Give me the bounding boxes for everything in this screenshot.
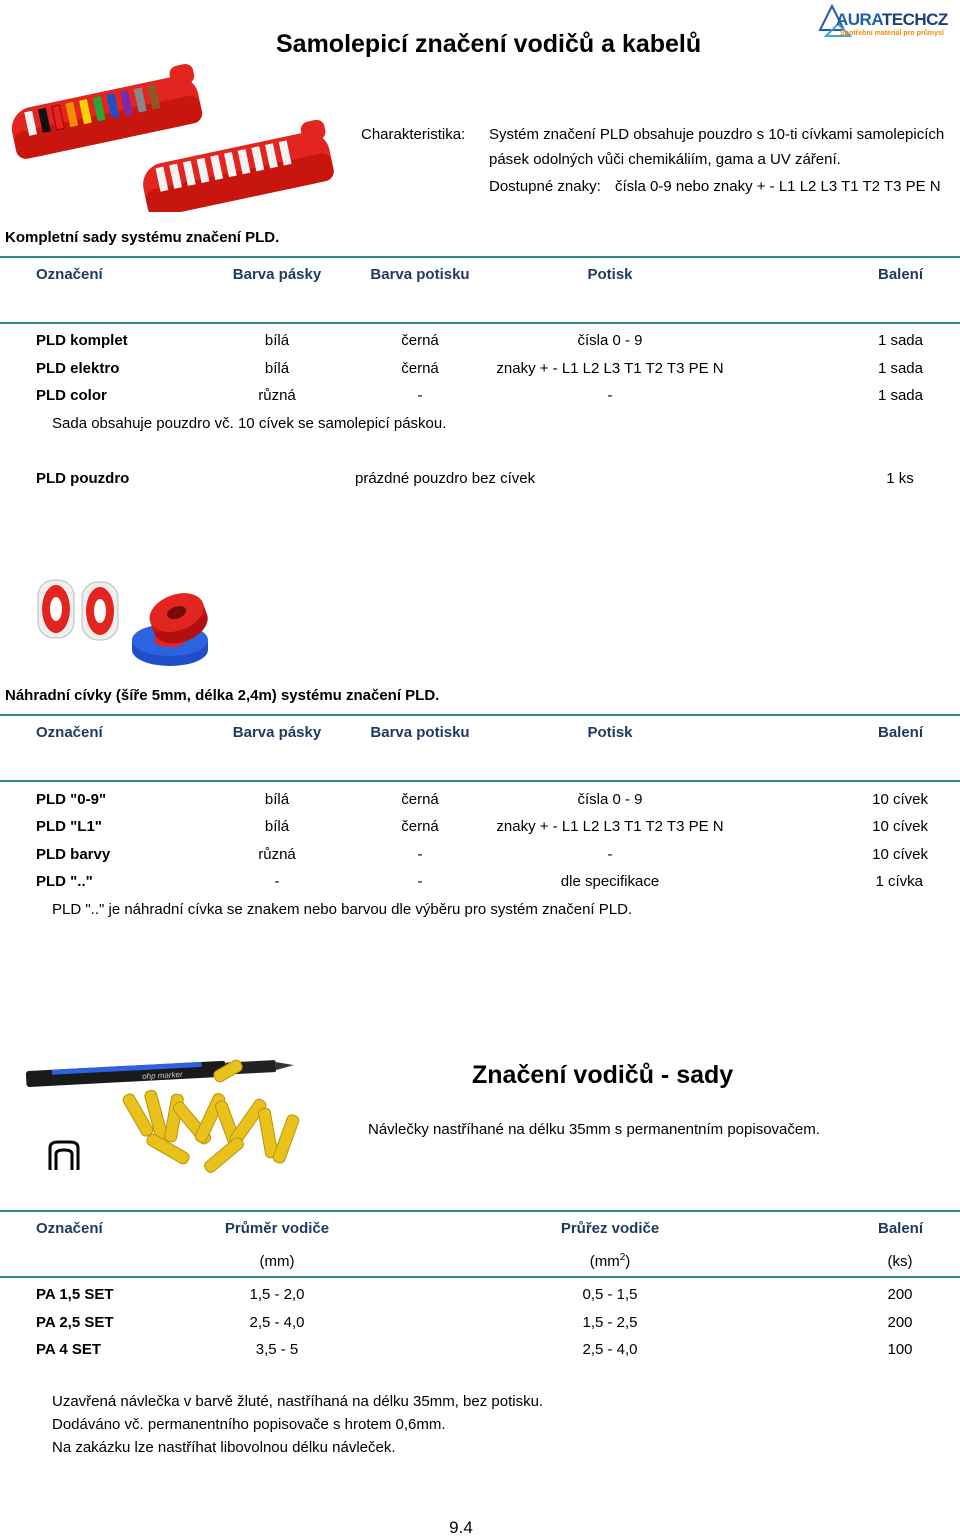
section1-top-rule	[0, 256, 960, 258]
section3-header-rule	[0, 1276, 960, 1278]
cell-name: PLD ".."	[36, 873, 93, 890]
cell-print-color: -	[417, 846, 423, 863]
s3-unit-mm2	[590, 1253, 631, 1270]
cell-tape-color: bílá	[264, 791, 290, 808]
cell-name: PLD komplet	[36, 332, 128, 349]
logo-text-right: TECHCZ	[881, 10, 948, 29]
s1-col-baleni: Balení	[877, 266, 923, 283]
section3-title: Značení vodičů - sady	[472, 1061, 734, 1089]
cell-tape-color: různá	[258, 387, 296, 404]
characteristics-line-1: Systém značení PLD obsahuje pouzdro s 10-ti cívkami samolepicích	[489, 126, 945, 143]
company-logo	[818, 2, 958, 44]
cell-pack: 1 sada	[877, 332, 923, 349]
cell-name: PLD "L1"	[36, 818, 102, 835]
available-chars-label: Dostupné znaky:	[489, 178, 601, 195]
cell-print-color: -	[417, 873, 423, 890]
s2-col-barva-potisku: Barva potisku	[370, 724, 470, 741]
cell-pack: 10 cívek	[872, 791, 928, 808]
logo-tagline: Spotřební materiál pro průmysl	[840, 30, 944, 37]
cell-name: PA 4 SET	[36, 1341, 102, 1358]
cell-tape-color: bílá	[264, 360, 290, 377]
s1-col-barva-pasky: Barva pásky	[232, 266, 322, 283]
s2-col-oznaceni: Označení	[36, 724, 103, 741]
s3-col-oznaceni: Označení	[36, 1220, 103, 1237]
cell-diameter: 2,5 - 4,0	[249, 1314, 305, 1331]
characteristics-line-2: pásek odolných vůči chemikáliím, gama a UV záření.	[489, 151, 841, 168]
s3-col-prurez: Průřez vodiče	[560, 1220, 660, 1237]
section2-note: PLD ".." je náhradní cívka se znakem nebo barvou dle výběru pro systém značení PLD.	[52, 901, 633, 918]
cell-pack: 200	[887, 1314, 913, 1331]
s1-col-barva-potisku: Barva potisku	[370, 266, 470, 283]
cell-pack: 10 cívek	[872, 846, 928, 863]
page-title: Samolepicí značení vodičů a kabelů	[276, 30, 702, 58]
cell-pack: 1 ks	[886, 470, 914, 487]
marker-sleeves-image	[22, 1052, 312, 1182]
cell-name: PLD "0-9"	[36, 791, 107, 808]
s3-col-prumer: Průměr vodiče	[224, 1220, 330, 1237]
cell-print: znaky + - L1 L2 L3 T1 T2 T3 PE N	[496, 360, 724, 377]
cell-pack: 10 cívek	[872, 818, 928, 835]
marker-label: ohp marker	[141, 1069, 183, 1082]
cell-print-color: černá	[401, 360, 439, 377]
section1-note: Sada obsahuje pouzdro vč. 10 cívek se samolepicí páskou.	[52, 415, 447, 432]
section1-header-rule	[0, 322, 960, 324]
section2-header-rule	[0, 780, 960, 782]
cell-tape-color: bílá	[264, 818, 290, 835]
logo-text-left: AURA	[836, 10, 882, 29]
cell-print-color: černá	[401, 818, 439, 835]
cell-pack: 100	[887, 1341, 913, 1358]
section2-top-rule	[0, 714, 960, 716]
cell-print: -	[607, 846, 613, 863]
characteristics-label: Charakteristika:	[361, 126, 466, 143]
cell-print-color: černá	[401, 332, 439, 349]
unit-mm-text: (mm	[589, 1253, 620, 1270]
unit-superscript: 2	[619, 1252, 626, 1263]
cell-cross-section: 0,5 - 1,5	[582, 1286, 638, 1303]
cell-name: PA 1,5 SET	[36, 1286, 114, 1303]
section3-top-rule	[0, 1210, 960, 1212]
cell-diameter: 1,5 - 2,0	[249, 1286, 305, 1303]
cell-print: dle specifikace	[560, 873, 660, 890]
s2-col-baleni: Balení	[877, 724, 923, 741]
cell-tape-color: různá	[258, 846, 296, 863]
s3-col-baleni: Balení	[877, 1220, 923, 1237]
s2-col-potisk: Potisk	[587, 724, 633, 741]
available-chars-value: čísla 0-9 nebo znaky + - L1 L2 L3 T1 T2 T3 PE N	[615, 178, 941, 195]
cell-cross-section: 2,5 - 4,0	[582, 1341, 638, 1358]
cell-print-color: černá	[401, 791, 439, 808]
cell-print: znaky + - L1 L2 L3 T1 T2 T3 PE N	[496, 818, 724, 835]
page-number: 9.4	[449, 1518, 473, 1537]
cell-pack: 1 cívka	[875, 873, 923, 890]
cell-desc: prázdné pouzdro bez cívek	[355, 470, 536, 487]
s2-col-barva-pasky: Barva pásky	[232, 724, 322, 741]
cell-print: čísla 0 - 9	[577, 332, 643, 349]
cell-name: PLD elektro	[36, 360, 120, 377]
section3-subtitle: Návlečky nastříhané na délku 35mm s permanentním popisovačem.	[368, 1121, 820, 1138]
cell-tape-color: bílá	[264, 332, 290, 349]
section3-note-1: Uzavřená návlečka v barvě žluté, nastříhaná na délku 35mm, bez potisku.	[52, 1393, 544, 1410]
cell-diameter: 3,5 - 5	[255, 1341, 299, 1358]
section3-note-3: Na zakázku lze nastříhat libovolnou délku návleček.	[52, 1439, 396, 1456]
pld-dispenser-image	[4, 62, 334, 212]
cell-name: PLD pouzdro	[36, 470, 130, 487]
section1-heading: Kompletní sady systému značení PLD.	[5, 229, 280, 246]
spools-image	[30, 572, 215, 672]
s1-col-potisk: Potisk	[587, 266, 633, 283]
s3-unit-mm: (mm)	[259, 1253, 295, 1270]
cell-name: PLD color	[36, 387, 107, 404]
s1-col-oznaceni: Označení	[36, 266, 103, 283]
s3-unit-ks: (ks)	[887, 1253, 913, 1270]
cell-tape-color: -	[274, 873, 280, 890]
cell-cross-section: 1,5 - 2,5	[582, 1314, 638, 1331]
cell-print: čísla 0 - 9	[577, 791, 643, 808]
cell-print-color: -	[417, 387, 423, 404]
section3-note-2: Dodáváno vč. permanentního popisovače s hrotem 0,6mm.	[52, 1416, 446, 1433]
cell-print: -	[607, 387, 613, 404]
cell-name: PA 2,5 SET	[36, 1314, 114, 1331]
unit-paren: )	[625, 1253, 631, 1270]
cell-pack: 1 sada	[877, 360, 923, 377]
cell-pack: 200	[887, 1286, 913, 1303]
section2-heading: Náhradní cívky (šíře 5mm, délka 2,4m) systému značení PLD.	[5, 687, 440, 704]
cell-name: PLD barvy	[36, 846, 111, 863]
cell-pack: 1 sada	[877, 387, 923, 404]
